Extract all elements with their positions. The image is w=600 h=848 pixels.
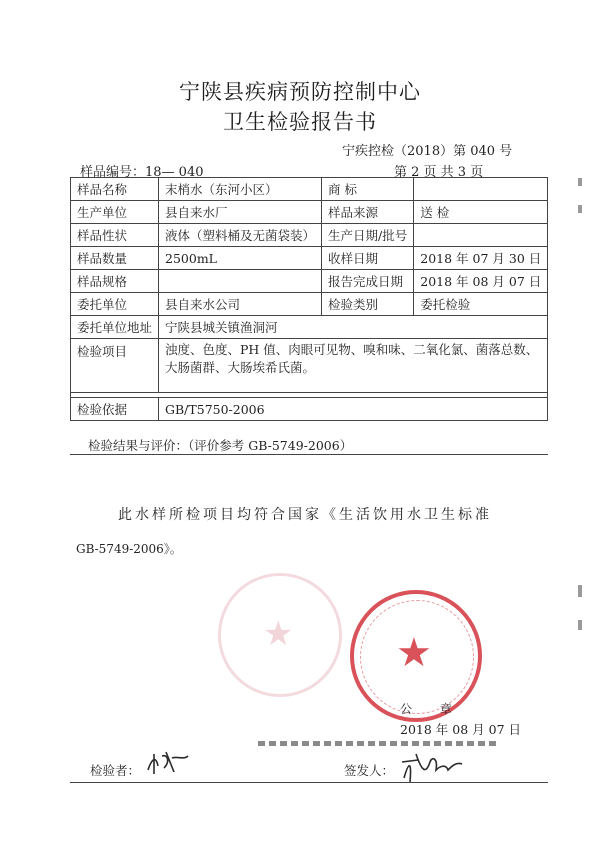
document-number: 宁疾控检（2018）第 040 号 bbox=[342, 144, 513, 159]
scan-artifact-line bbox=[258, 741, 498, 746]
sample-property-value: 液体（塑料桶及无菌袋装） bbox=[159, 224, 322, 247]
sample-quantity-value: 2500mL bbox=[159, 247, 322, 270]
inspector-signature bbox=[144, 748, 192, 782]
page-info: 第 2 页 共 3 页 bbox=[394, 165, 484, 180]
items-label: 检验项目 bbox=[71, 339, 159, 393]
result-label: 检验结果与评价：（评价参考 GB-5749-2006） bbox=[88, 438, 353, 453]
form-row bbox=[71, 178, 548, 201]
star-icon: ★ bbox=[263, 614, 294, 654]
receipt-date-value: 2018 年 07 月 30 日 bbox=[414, 247, 548, 270]
items-value: 浊度、色度、PH 值、肉眼可见物、嗅和味、二氧化氯、菌落总数、大肠菌群、大肠埃希氏菌。 bbox=[159, 339, 548, 393]
producer-value: 县自来水厂 bbox=[159, 201, 322, 224]
client-address-value: 宁陕县城关镇渔洞河 bbox=[159, 316, 548, 339]
sample-spec-label: 样品规格 bbox=[71, 270, 159, 293]
form-row bbox=[71, 270, 548, 293]
sample-spec-value bbox=[159, 270, 322, 293]
inspector-label: 检验者： bbox=[90, 763, 141, 778]
form-row bbox=[71, 316, 548, 339]
producer-label: 生产单位 bbox=[71, 201, 159, 224]
production-date-label: 生产日期/批号 bbox=[322, 224, 414, 247]
client-label: 委托单位 bbox=[71, 293, 159, 316]
conclusion-line-1: 此水样所检项目均符合国家《生活饮用水卫生标准 bbox=[118, 507, 492, 523]
inspection-type-value: 委托检验 bbox=[414, 293, 548, 316]
sample-source-label: 样品来源 bbox=[322, 201, 414, 224]
client-address-label: 委托单位地址 bbox=[71, 316, 159, 339]
form-row bbox=[71, 247, 548, 270]
trademark-label: 商 标 bbox=[322, 178, 414, 201]
receipt-date-label: 收样日期 bbox=[322, 247, 414, 270]
basis-value: GB/T5750-2006 bbox=[159, 398, 548, 421]
seal-caption: 公 章 bbox=[400, 702, 464, 716]
conclusion-line-2: GB-5749-2006》。 bbox=[76, 542, 182, 556]
report-title: 卫生检验报告书 bbox=[223, 110, 377, 134]
sample-source-value: 送 检 bbox=[414, 201, 548, 224]
scan-mark bbox=[578, 620, 582, 630]
form-row bbox=[71, 293, 548, 316]
form-row bbox=[71, 201, 548, 224]
sample-property-label: 样品性状 bbox=[71, 224, 159, 247]
sample-number: 样品编号：18— 040 bbox=[80, 165, 204, 180]
footer-line bbox=[70, 782, 548, 783]
sample-quantity-label: 样品数量 bbox=[71, 247, 159, 270]
scan-mark bbox=[578, 178, 582, 186]
star-icon: ★ bbox=[396, 630, 432, 676]
production-date-value bbox=[414, 224, 548, 247]
report-date-label: 报告完成日期 bbox=[322, 270, 414, 293]
client-value: 县自来水公司 bbox=[159, 293, 322, 316]
form-row bbox=[71, 339, 548, 393]
scan-mark bbox=[578, 205, 582, 213]
trademark-value bbox=[414, 178, 548, 201]
issuer-label: 签发人： bbox=[344, 763, 395, 778]
issue-date: 2018 年 08 月 07 日 bbox=[400, 722, 521, 737]
scan-mark bbox=[578, 585, 582, 597]
report-title-org: 宁陕县疾病预防控制中心 bbox=[179, 80, 421, 104]
signature-icon bbox=[144, 748, 192, 778]
faded-seal bbox=[218, 573, 342, 697]
inspection-type-label: 检验类别 bbox=[322, 293, 414, 316]
form-row bbox=[71, 398, 548, 421]
signature-icon bbox=[398, 748, 468, 784]
sample-name-label: 样品名称 bbox=[71, 178, 159, 201]
report-date-value: 2018 年 08 月 07 日 bbox=[414, 270, 548, 293]
sample-name-value: 末梢水（东河小区） bbox=[159, 178, 322, 201]
divider bbox=[70, 454, 548, 455]
basis-label: 检验依据 bbox=[71, 398, 159, 421]
form-row bbox=[71, 224, 548, 247]
inspection-form-table bbox=[70, 177, 548, 421]
